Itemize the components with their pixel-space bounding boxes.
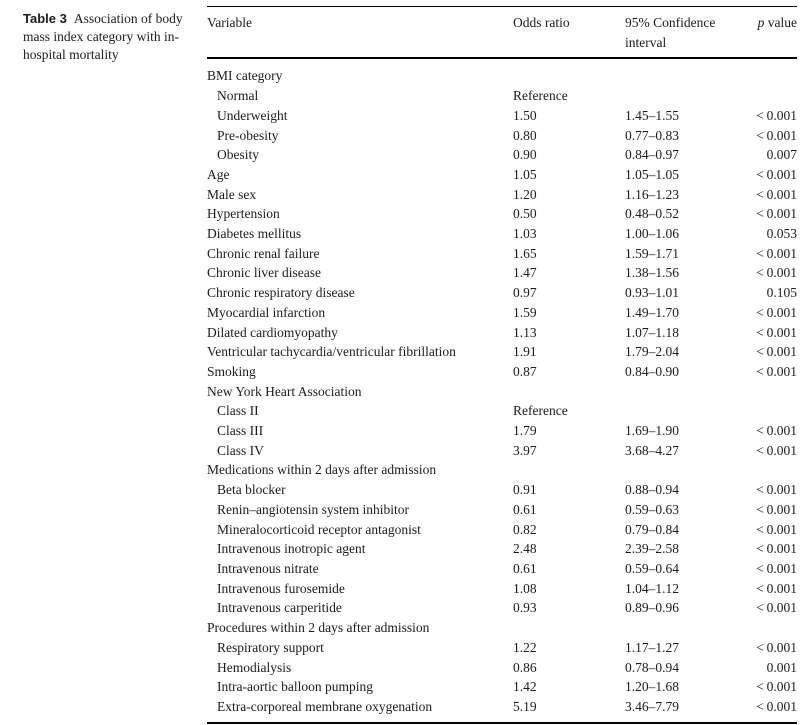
p-value-cell: < 0.001 xyxy=(756,560,797,576)
confidence-interval-cell: 1.49–1.70 xyxy=(625,304,679,320)
variable-cell: Male sex xyxy=(207,186,257,202)
confidence-interval-cell xyxy=(625,460,745,480)
odds-ratio-cell: 0.91 xyxy=(513,482,537,498)
table-row xyxy=(207,598,797,618)
confidence-interval-cell: 0.84–0.90 xyxy=(625,363,679,379)
table-row xyxy=(207,165,797,185)
confidence-interval-cell: 0.78–0.94 xyxy=(625,659,679,675)
table-row xyxy=(207,244,797,264)
variable-cell: Dilated cardiomyopathy xyxy=(207,324,338,340)
confidence-interval-cell xyxy=(625,58,745,86)
p-value-cell: < 0.001 xyxy=(756,363,797,379)
odds-ratio-cell: 1.47 xyxy=(513,265,537,281)
confidence-interval-cell: 1.69–1.90 xyxy=(625,423,679,439)
confidence-interval-cell: 0.59–0.64 xyxy=(625,560,679,576)
p-value-cell: < 0.001 xyxy=(756,423,797,439)
odds-ratio-cell: 1.79 xyxy=(513,423,537,439)
confidence-interval-cell: 0.48–0.52 xyxy=(625,206,679,222)
odds-ratio-cell: 0.50 xyxy=(513,206,537,222)
p-value-cell xyxy=(745,86,797,106)
table-header xyxy=(207,7,797,59)
odds-ratio-cell: 1.20 xyxy=(513,186,537,202)
table-row xyxy=(207,638,797,658)
p-value-cell xyxy=(745,618,797,638)
p-rest: value xyxy=(764,15,797,30)
odds-ratio-cell: 0.61 xyxy=(513,501,537,517)
odds-ratio-cell: 1.65 xyxy=(513,245,537,261)
table-container xyxy=(207,6,797,724)
table-caption-label: Table 3 xyxy=(23,11,67,26)
p-value-cell: < 0.001 xyxy=(756,698,797,714)
table-row xyxy=(207,697,797,723)
variable-cell: Medications within 2 days after admission xyxy=(207,462,437,478)
table-row xyxy=(207,618,797,638)
odds-ratio-cell: 1.50 xyxy=(513,107,537,123)
p-value-cell: < 0.001 xyxy=(756,186,797,202)
table-row xyxy=(207,441,797,461)
confidence-interval-cell xyxy=(625,86,745,106)
confidence-interval-cell: 2.39–2.58 xyxy=(625,541,679,557)
odds-ratio-cell: 1.42 xyxy=(513,679,537,695)
p-value-cell: < 0.001 xyxy=(756,501,797,517)
variable-cell: Normal xyxy=(217,88,259,104)
variable-cell: Myocardial infarction xyxy=(207,304,326,320)
variable-cell: Intra-aortic balloon pumping xyxy=(217,679,373,695)
confidence-interval-cell: 0.93–1.01 xyxy=(625,285,679,301)
odds-ratio-cell: 0.61 xyxy=(513,560,537,576)
p-value-cell: < 0.001 xyxy=(756,639,797,655)
confidence-interval-cell: 0.88–0.94 xyxy=(625,482,679,498)
table-header-row xyxy=(207,7,797,59)
table-row xyxy=(207,86,797,106)
table-row xyxy=(207,480,797,500)
table-row xyxy=(207,283,797,303)
confidence-interval-cell: 1.79–2.04 xyxy=(625,344,679,360)
variable-cell: Extra-corporeal membrane oxygenation xyxy=(217,698,433,714)
odds-ratio-cell xyxy=(513,382,625,402)
table-row xyxy=(207,185,797,205)
p-value-cell: < 0.001 xyxy=(756,107,797,123)
p-value-cell xyxy=(745,401,797,421)
confidence-interval-cell: 1.17–1.27 xyxy=(625,639,679,655)
confidence-interval-cell: 1.20–1.68 xyxy=(625,679,679,695)
odds-ratio-cell: 1.22 xyxy=(513,639,537,655)
confidence-interval-cell: 0.59–0.63 xyxy=(625,501,679,517)
table-row xyxy=(207,204,797,224)
variable-cell: Class II xyxy=(217,403,259,419)
table-row xyxy=(207,500,797,520)
odds-ratio-cell: 0.80 xyxy=(513,127,537,143)
p-value-cell: < 0.001 xyxy=(756,324,797,340)
table-row xyxy=(207,323,797,343)
odds-ratio-cell: 0.93 xyxy=(513,600,537,616)
odds-ratio-cell xyxy=(513,618,625,638)
p-value-cell: < 0.001 xyxy=(756,541,797,557)
p-value-cell: 0.007 xyxy=(766,147,797,163)
p-value-cell: < 0.001 xyxy=(756,206,797,222)
confidence-interval-cell xyxy=(625,382,745,402)
p-value-cell: < 0.001 xyxy=(756,521,797,537)
table-row xyxy=(207,677,797,697)
p-value-cell: < 0.001 xyxy=(756,344,797,360)
odds-ratio-cell: Reference xyxy=(513,403,568,419)
variable-cell: Intravenous carperitide xyxy=(217,600,342,616)
confidence-interval-cell: 1.59–1.71 xyxy=(625,245,679,261)
confidence-interval-cell: 0.79–0.84 xyxy=(625,521,679,537)
table-row xyxy=(207,342,797,362)
odds-ratio-cell: 3.97 xyxy=(513,442,537,458)
p-value-cell: < 0.001 xyxy=(756,600,797,616)
odds-ratio-table xyxy=(207,6,797,724)
table-row xyxy=(207,401,797,421)
confidence-interval-cell: 1.05–1.05 xyxy=(625,166,679,182)
confidence-interval-cell: 3.68–4.27 xyxy=(625,442,679,458)
table-row xyxy=(207,460,797,480)
variable-cell: Intravenous nitrate xyxy=(217,560,319,576)
p-value-cell: 0.053 xyxy=(766,226,797,242)
variable-cell: Ventricular tachycardia/ventricular fibrillation xyxy=(207,344,456,360)
table-row xyxy=(207,421,797,441)
variable-cell: Renin–angiotensin system inhibitor xyxy=(217,501,409,517)
odds-ratio-cell: 0.86 xyxy=(513,659,537,675)
p-value-cell: 0.105 xyxy=(766,285,797,301)
variable-cell: Pre-obesity xyxy=(217,127,279,143)
column-header-variable: Variable xyxy=(207,7,513,59)
p-value-cell xyxy=(745,382,797,402)
p-value-cell: < 0.001 xyxy=(756,580,797,596)
variable-cell: Obesity xyxy=(217,147,259,163)
variable-cell: Smoking xyxy=(207,363,256,379)
p-symbol: p xyxy=(757,15,765,30)
variable-cell: Respiratory support xyxy=(217,639,324,655)
variable-cell: Intravenous furosemide xyxy=(217,580,345,596)
variable-cell: Hemodialysis xyxy=(217,659,292,675)
odds-ratio-cell: 1.05 xyxy=(513,166,537,182)
confidence-interval-cell: 0.77–0.83 xyxy=(625,127,679,143)
table-row xyxy=(207,58,797,86)
variable-cell: Class IV xyxy=(217,442,264,458)
table-row xyxy=(207,362,797,382)
table-caption-text: Association of body mass index category with in-hospital mortality xyxy=(23,11,183,62)
confidence-interval-cell: 1.16–1.23 xyxy=(625,186,679,202)
confidence-interval-cell: 3.46–7.79 xyxy=(625,698,679,714)
variable-cell: Procedures within 2 days after admission xyxy=(207,620,430,636)
odds-ratio-cell xyxy=(513,58,625,86)
odds-ratio-cell: 1.03 xyxy=(513,226,537,242)
table-caption xyxy=(23,10,201,64)
p-value-cell: < 0.001 xyxy=(756,304,797,320)
column-header-p-value xyxy=(745,7,797,59)
odds-ratio-cell: 1.91 xyxy=(513,344,537,360)
p-value-cell: < 0.001 xyxy=(756,679,797,695)
p-value-cell: < 0.001 xyxy=(756,245,797,261)
confidence-interval-cell: 0.89–0.96 xyxy=(625,600,679,616)
table-row xyxy=(207,263,797,283)
variable-cell: Intravenous inotropic agent xyxy=(217,541,366,557)
p-value-cell: < 0.001 xyxy=(756,482,797,498)
p-value-cell: 0.001 xyxy=(766,659,797,675)
odds-ratio-cell: 1.59 xyxy=(513,304,537,320)
table-row xyxy=(207,126,797,146)
odds-ratio-cell: 0.90 xyxy=(513,147,537,163)
confidence-interval-cell: 1.07–1.18 xyxy=(625,324,679,340)
variable-cell: Chronic liver disease xyxy=(207,265,321,281)
odds-ratio-cell: 0.82 xyxy=(513,521,537,537)
p-value-cell: < 0.001 xyxy=(756,442,797,458)
table-row xyxy=(207,145,797,165)
variable-cell: Chronic respiratory disease xyxy=(207,285,355,301)
p-value-cell xyxy=(745,58,797,86)
table-row xyxy=(207,303,797,323)
variable-cell: Beta blocker xyxy=(217,482,286,498)
variable-cell: Diabetes mellitus xyxy=(207,226,302,242)
table-body xyxy=(207,58,797,722)
table-row xyxy=(207,382,797,402)
odds-ratio-cell: Reference xyxy=(513,88,568,104)
table-row xyxy=(207,520,797,540)
variable-cell: Hypertension xyxy=(207,206,280,222)
confidence-interval-cell: 1.38–1.56 xyxy=(625,265,679,281)
odds-ratio-cell xyxy=(513,460,625,480)
table-row xyxy=(207,579,797,599)
odds-ratio-cell: 1.08 xyxy=(513,580,537,596)
confidence-interval-cell xyxy=(625,618,745,638)
odds-ratio-cell: 5.19 xyxy=(513,698,537,714)
odds-ratio-cell: 0.87 xyxy=(513,363,537,379)
variable-cell: Underweight xyxy=(217,107,288,123)
p-value-cell: < 0.001 xyxy=(756,265,797,281)
column-header-confidence-interval: 95% Confidence interval xyxy=(625,7,745,59)
p-value-cell xyxy=(745,460,797,480)
confidence-interval-cell: 0.84–0.97 xyxy=(625,147,679,163)
table-row xyxy=(207,559,797,579)
odds-ratio-cell: 0.97 xyxy=(513,285,537,301)
odds-ratio-cell: 2.48 xyxy=(513,541,537,557)
confidence-interval-cell: 1.00–1.06 xyxy=(625,226,679,242)
variable-cell: New York Heart Association xyxy=(207,383,362,399)
table-row xyxy=(207,106,797,126)
confidence-interval-cell: 1.45–1.55 xyxy=(625,107,679,123)
table-row xyxy=(207,658,797,678)
variable-cell: Chronic renal failure xyxy=(207,245,320,261)
p-value-cell: < 0.001 xyxy=(756,127,797,143)
variable-cell: Class III xyxy=(217,423,264,439)
variable-cell: Mineralocorticoid receptor antagonist xyxy=(217,521,421,537)
odds-ratio-cell: 1.13 xyxy=(513,324,537,340)
column-header-odds-ratio: Odds ratio xyxy=(513,7,625,59)
confidence-interval-cell: 1.04–1.12 xyxy=(625,580,679,596)
p-value-cell: < 0.001 xyxy=(756,166,797,182)
table-row xyxy=(207,539,797,559)
table-row xyxy=(207,224,797,244)
confidence-interval-cell xyxy=(625,401,745,421)
variable-cell: Age xyxy=(207,166,230,182)
variable-cell: BMI category xyxy=(207,68,283,84)
